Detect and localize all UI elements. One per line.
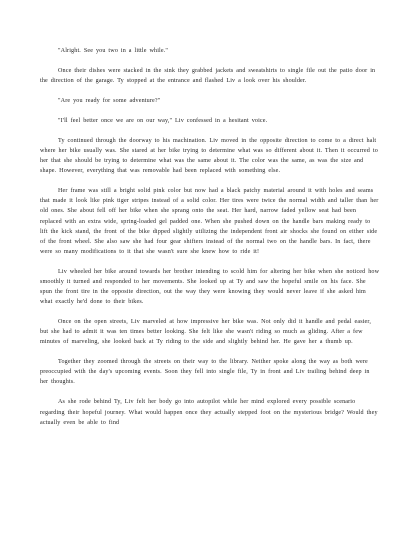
paragraph-bike-frame: Her frame was still a bright solid pink color but now had a black patchy material around it with holes and seams that made it look like pink tiger stripes instead of a solid color. Her tires were twice the normal width and taller than her old ones. She about fell off her bike when she sprang onto the seat. Her hard, narrow faded yellow seat had been replaced with an extra wide, spring-loaded gel padded one. When she pushed down on the handle bars making ready to lift the kick stand, the front of the bike dipped slightly utilizing the independent front air shocks she found on either side of the front wheel. She also saw she had four gear shifters instead of the normal two on the handle bars. In fact, there were so many modifications to it that she wasn't sure she knew how to ride it! — [40, 188, 379, 255]
paragraph-dishes-stacked: Once their dishes were stacked in the sink they grabbed jackets and sweatshirts to single file out the patio door in the direction of the garage. Ty stopped at the entrance and flashed Liv a look over his shoulder. — [40, 67, 376, 85]
paragraph-wheeled-bike: Liv wheeled her bike around towards her brother intending to scold him for altering her bike when she noticed how smoothly it turned and responded to her movements. She looked up at Ty and saw the hopeful smile on his face. She spun the front tire in the opposite direction, out the way they were knowing they would never leave if she asked him what exactly he'd done to their bikes. — [40, 268, 380, 306]
paragraph-dialogue-feel-better: "I'll feel better once we are on our way," Liv confessed in a hesitant voice. — [58, 118, 268, 125]
paragraph-dialogue-alright: "Alright. See you two in a little while." — [58, 48, 169, 54]
paragraph-dialogue-adventure: "Are you ready for some adventure?" — [58, 98, 161, 105]
paragraph-bike-different: Ty continued through the doorway to his machination. Liv moved in the opposite direction to come to a direct halt where her bike usually was. She stared at her bike trying to determine what was so different about it. Then it occurred to her that she should be trying to determine what was the same about it. The color was the same, as was the size and shape. However, everything that was removable had been replaced with something else. — [40, 138, 378, 175]
paragraph-rode-behind: As she rode behind Ty, Liv felt her body go into autopilot while her mind explored every possible scenario regarding their hopeful journey. What would happen once they actually stepped foot on the mysterious bridge? Would they actually even be able to find — [40, 399, 378, 426]
paragraph-zoomed-streets: Together they zoomed through the streets on their way to the library. Neither spoke along the way as both were preoccupied with the day's upcoming events. Soon they fell into single file, Ty in front and Liv trailing behind deep in her thoughts. — [40, 359, 370, 386]
paragraph-open-streets: Once on the open streets, Liv marveled at how impressive her bike was. Not only did it handle and pedal easier, but she had to admit it was ten times better looking. She felt like she wasn't riding so much as gliding. After a few minutes of marveling, she looked back at Ty riding to the side and slightly behind her. He gave her a thumb up. — [40, 319, 372, 346]
